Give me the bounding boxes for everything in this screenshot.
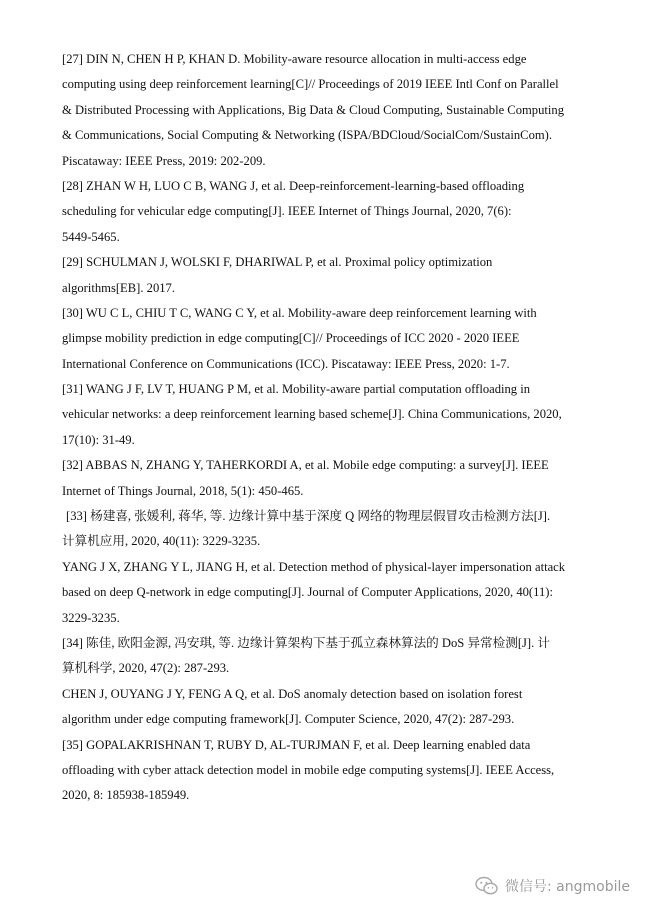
reference-list xyxy=(62,47,590,809)
reference-line: [28] ZHAN W H, LUO C B, WANG J, et al. Deep-reinforcement-learning-based offloading xyxy=(62,178,525,193)
ref-28 xyxy=(62,174,590,250)
ref-34 xyxy=(62,631,590,733)
reference-line: [32] ABBAS N, ZHANG Y, TAHERKORDI A, et al. Mobile edge computing: a survey[J]. IEEE xyxy=(62,458,549,473)
reference-line: scheduling for vehicular edge computing[J]. IEEE Internet of Things Journal, 2020, 7(6): xyxy=(62,204,512,219)
wechat-icon xyxy=(475,876,499,896)
reference-line: 算机科学, 2020, 47(2): 287-293. xyxy=(62,661,230,676)
ref-30 xyxy=(62,301,590,377)
reference-line: 2020, 8: 185938-185949. xyxy=(62,788,190,803)
reference-line: 5449-5465. xyxy=(62,229,120,244)
reference-line: based on deep Q-network in edge computing[J]. Journal of Computer Applications, 2020, 40(11): xyxy=(62,585,553,600)
reference-line: offloading with cyber attack detection model in mobile edge computing systems[J]. IEEE Access, xyxy=(62,762,555,777)
reference-line: [31] WANG J F, LV T, HUANG P M, et al. Mobility-aware partial computation offloading in xyxy=(62,382,531,397)
ref-32 xyxy=(62,453,590,504)
reference-line: 3229-3235. xyxy=(62,610,120,625)
reference-line: 计算机应用, 2020, 40(11): 3229-3235. xyxy=(62,534,261,549)
reference-line: [30] WU C L, CHIU T C, WANG C Y, et al. Mobility-aware deep reinforcement learning with xyxy=(62,305,537,320)
watermark xyxy=(475,876,630,896)
ref-27 xyxy=(62,47,590,174)
reference-line: CHEN J, OUYANG J Y, FENG A Q, et al. DoS anomaly detection based on isolation forest xyxy=(62,686,523,701)
reference-line: Piscataway: IEEE Press, 2019: 202-209. xyxy=(62,153,266,168)
reference-line: algorithms[EB]. 2017. xyxy=(62,280,175,295)
reference-line: [34] 陈佳, 欧阳金源, 冯安琪, 等. 边缘计算架构下基于孤立森林算法的 DoS 异常检测[J]. 计 xyxy=(62,635,551,650)
reference-line: Internet of Things Journal, 2018, 5(1): 450-465. xyxy=(62,483,304,498)
reference-line: [29] SCHULMAN J, WOLSKI F, DHARIWAL P, et al. Proximal policy optimization xyxy=(62,255,493,270)
ref-33 xyxy=(62,504,590,631)
reference-line: & Distributed Processing with Applications, Big Data & Cloud Computing, Sustainable Computing xyxy=(62,102,564,117)
ref-29 xyxy=(62,250,590,301)
reference-line: YANG J X, ZHANG Y L, JIANG H, et al. Detection method of physical-layer impersonation attack xyxy=(62,559,566,574)
reference-line: International Conference on Communications (ICC). Piscataway: IEEE Press, 2020: 1-7. xyxy=(62,356,510,371)
reference-line: 17(10): 31-49. xyxy=(62,432,135,447)
reference-line: [27] DIN N, CHEN H P, KHAN D. Mobility-aware resource allocation in multi-access edge xyxy=(62,52,527,66)
reference-line: [33] 杨建喜, 张媛利, 蒋华, 等. 边缘计算中基于深度 Q 网络的物理层假冒攻击检测方法[J]. xyxy=(66,509,551,524)
reference-line: & Communications, Social Computing & Networking (ISPA/BDCloud/SocialCom/SustainCom). xyxy=(62,128,553,143)
ref-35 xyxy=(62,733,590,809)
reference-line: glimpse mobility prediction in edge computing[C]// Proceedings of ICC 2020 - 2020 IEEE xyxy=(62,331,520,346)
reference-line: computing using deep reinforcement learning[C]// Proceedings of 2019 IEEE Intl Conf on Parallel xyxy=(62,77,559,92)
reference-line: [35] GOPALAKRISHNAN T, RUBY D, AL-TURJMAN F, et al. Deep learning enabled data xyxy=(62,737,531,752)
watermark-text: 微信号: angmobile xyxy=(505,879,630,895)
reference-line: vehicular networks: a deep reinforcement learning based scheme[J]. China Communications, 2020, xyxy=(62,407,562,422)
ref-31 xyxy=(62,377,590,453)
reference-line: algorithm under edge computing framework[J]. Computer Science, 2020, 47(2): 287-293. xyxy=(62,712,515,727)
